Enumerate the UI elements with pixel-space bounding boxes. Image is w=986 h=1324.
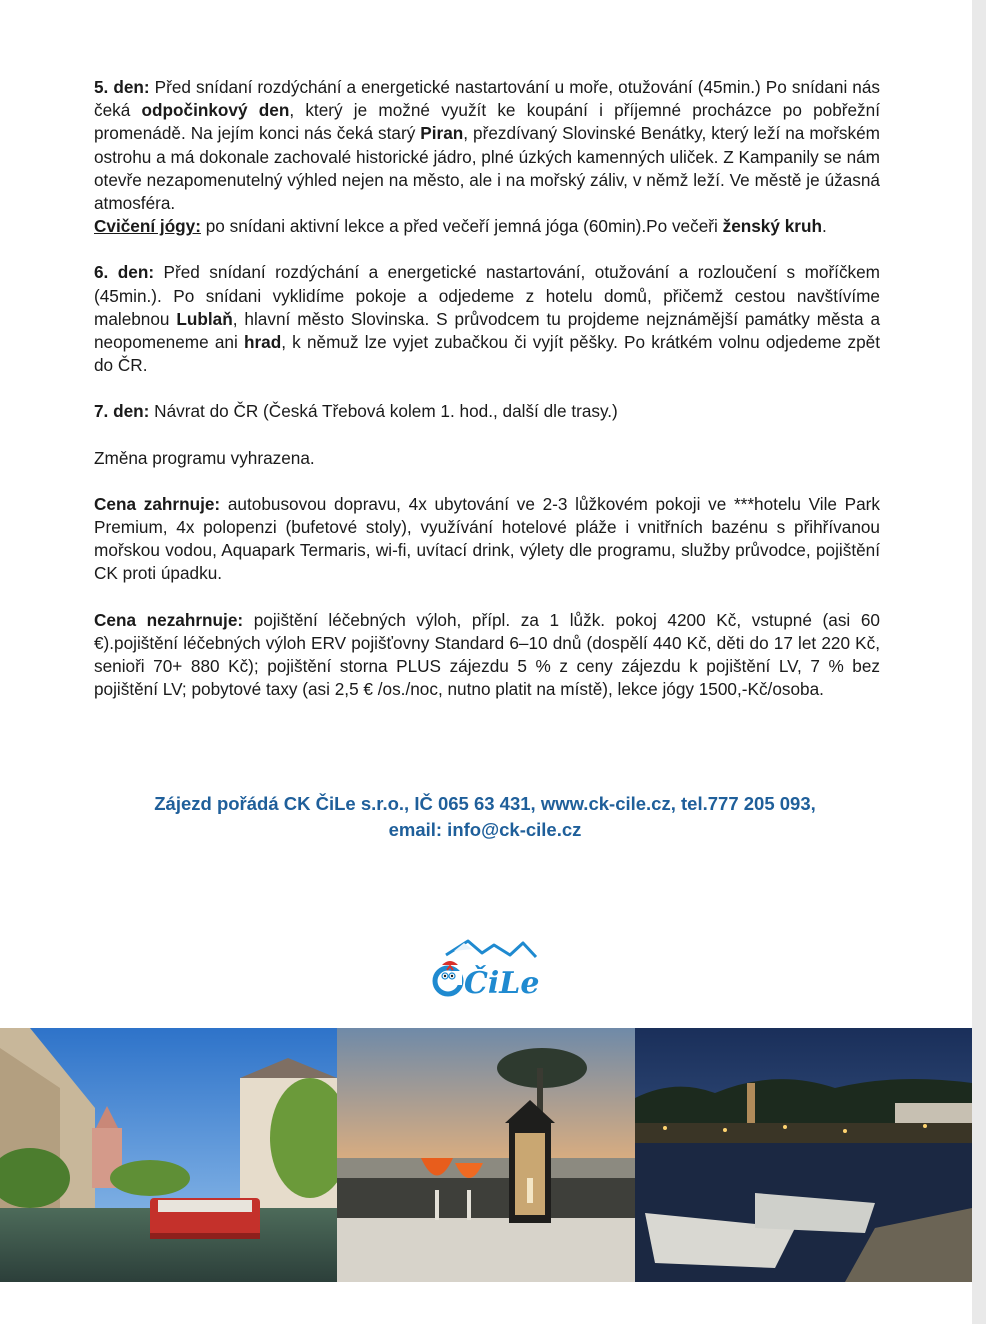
photo-strip <box>0 1028 972 1282</box>
day5-text-1: Před snídaní rozdýchání a energetické nastartování u moře, otužování (45min.) Po snídani nás čeká <box>94 77 881 121</box>
day7-paragraph <box>94 400 880 423</box>
day5-bold-circle: ženský kruh <box>722 216 822 237</box>
day5-bold-piran: Piran <box>420 123 464 144</box>
day6-label: 6. den: <box>94 262 155 283</box>
day5-label: 5. den: <box>94 77 150 97</box>
footer-line-1: Zájezd pořádá CK ČiLe s.r.o., IČ 065 63 431, www.ck-cile.cz, tel.777 205 093, <box>154 793 816 814</box>
itinerary-text <box>94 76 880 701</box>
day5-text-4: po snídani aktivní lekce a před večeří jemná jóga (60min).Po večeři <box>200 216 723 237</box>
day5-text-2: , který je možné využít ke koupání i příjemné procházce po pobřežní promenádě. Na jejím konci nás čeká starý <box>94 100 880 144</box>
program-change-note: Změna programu vyhrazena. <box>94 447 315 468</box>
price-includes-text: autobusovou dopravu, 4x ubytování ve 2-3 lůžkovém pokoji ve ***hotelu Vile Park Premium, 4x polopenzi (bufetové stoly), využívání hotelové pláže i vnitřních bazénu s přihřívanou mořskou vodou, Aquapark Termaris, wi-fi, uvítací drink, výlety dle programu, služby průvodce, pojištění CK proti úpadku. <box>94 493 881 584</box>
price-excludes-text: pojištění léčebných výloh, přípl. za 1 lůžk. pokoj 4200 Kč, vstupné (asi 60 €).pojištění léčebných výloh ERV pojišťovny Standard 6–10 dnů (dospělí 440 Kč, děti do 17 let 220 Kč, senioři 70+ 880 Kč); pojištění storna PLUS zájezdu 5 % z ceny zájezdu k pojištění LV, 7 % bez pojištění LV; pobytové taxy (asi 2,5 € /os./noc, nutno platit na místě), lekce jógy 1500,-Kč/osoba. <box>94 609 880 700</box>
day6-bold-ljubljana: Lublaň <box>176 308 233 329</box>
harbor-night-boats-photo <box>635 1028 972 1282</box>
day5-text-5: . <box>821 216 827 237</box>
yoga-label: Cvičení jógy: <box>94 216 201 237</box>
ljubljana-river-boat-photo <box>0 1028 337 1282</box>
logo-text: ČiLe <box>464 966 540 997</box>
day6-text-3: , k němuž lze vyjet zubačkou či vyjít pěšky. Po krátkém volnu odjedeme zpět do ČR. <box>94 332 880 376</box>
cile-logo <box>428 935 544 997</box>
organizer-footer <box>60 791 910 843</box>
price-includes-paragraph <box>94 493 880 586</box>
day5-text-3: , přezdívaný Slovinské Benátky, který leží na mořském ostrohu a má dokonale zachovalé historické jádro, plné úzkých kamenných uliček. Z Kampanily se nám otevře nezapomenutelný výhled nejen na město, ale i na mořský záliv, v němž leží. Ve městě je úžasná atmosféra. <box>94 123 880 214</box>
day7-text: Návrat do ČR (Česká Třebová kolem 1. hod., další dle trasy.) <box>149 401 618 422</box>
price-includes-label: Cena zahrnuje: <box>94 493 221 514</box>
price-excludes-label: Cena nezahrnuje: <box>94 609 244 630</box>
sunset-drinks-lantern-photo <box>337 1028 635 1282</box>
day6-bold-castle: hrad <box>243 332 282 353</box>
day6-text-1: Před snídaní rozdýchání a energetické nastartování, otužování a rozloučení s moříčkem (45min.). Po snídani vyklidíme pokoje a odjedeme z hotelu domů, přičemž cestou navštívíme malebnou <box>94 262 881 329</box>
day5-paragraph <box>94 76 880 238</box>
day6-paragraph <box>94 261 880 377</box>
footer-line-2: email: info@ck-cile.cz <box>388 819 582 840</box>
price-excludes-paragraph <box>94 609 880 702</box>
day5-bold-rest-day: odpočinkový den <box>141 100 290 121</box>
day7-label: 7. den: <box>94 401 150 422</box>
day6-text-2: , hlavní město Slovinska. S průvodcem tu projdeme nejznámější památky města a neopomeneme ani <box>94 308 881 353</box>
